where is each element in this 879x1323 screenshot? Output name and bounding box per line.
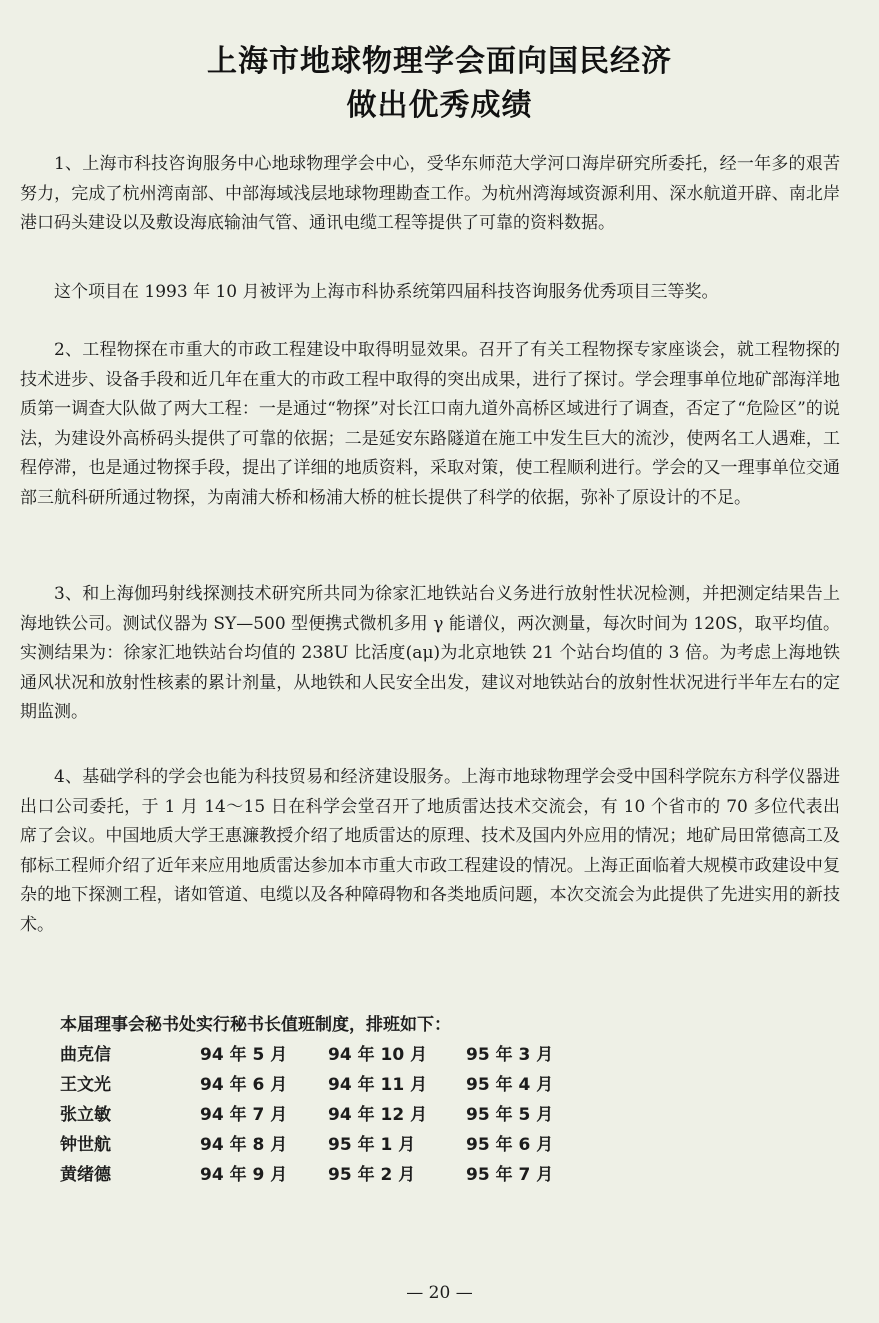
duty-row: [60, 1040, 620, 1070]
paragraph-4: 4、基础学科的学会也能为科技贸易和经济建设服务。上海市地球物理学会受中国科学院东方科学仪器进出口公司委托，于 1 月 14～15 日在科学会堂召开了地质雷达技术交流会，有 10 个省市的 70 多位代表出席了会议。中国地质大学王惠濂教授介绍了地质雷达的原理、技术及国内外应用的情况；地矿局田常德高工及郁标工程师介绍了近年来应用地质雷达参加本市重大市政工程建设的情况。上海正面临着大规模市政建设中复杂的地下探测工程，诸如管道、电缆以及各种障碍物和各类地质问题，本次交流会为此提供了先进实用的新技术。: [20, 767, 840, 935]
duty-row: [60, 1130, 620, 1160]
duty-month: 95 年 5 月: [466, 1105, 554, 1125]
duty-row: [60, 1070, 620, 1100]
duty-person: 曲克信: [60, 1045, 111, 1065]
duty-month: 95 年 2 月: [328, 1165, 416, 1185]
duty-row: [60, 1160, 620, 1190]
duty-person: 钟世航: [60, 1135, 111, 1155]
duty-month: 94 年 9 月: [200, 1165, 288, 1185]
duty-month: 94 年 10 月: [328, 1045, 428, 1065]
paragraph-1-award: 这个项目在 1993 年 10 月被评为上海市科协系统第四届科技咨询服务优秀项目三等奖。: [54, 282, 719, 302]
duty-month: 94 年 11 月: [328, 1075, 428, 1095]
paragraph-3: 3、和上海伽玛射线探测技术研究所共同为徐家汇地铁站台义务进行放射性状况检测，并把测定结果告上海地铁公司。测试仪器为 SY—500 型便携式微机多用 γ 能谱仪，两次测量，每次时间为 120S，取平均值。实测结果为：徐家汇地铁站台均值的 238U 比活度(aμ)为北京地铁 21 个站台均值的 3 倍。为考虑上海地铁通风状况和放射性核素的累计剂量，从地铁和人民安全出发，建议对地铁站台的放射性状况进行半年左右的定期监测。: [20, 584, 840, 723]
duty-month: 95 年 7 月: [466, 1165, 554, 1185]
article-title-line-2: 做出优秀成绩: [346, 88, 533, 123]
duty-month: 94 年 6 月: [200, 1075, 288, 1095]
duty-schedule-heading: 本届理事会秘书处实行秘书长值班制度，排班如下：: [60, 1015, 451, 1035]
paragraph-2: 2、工程物探在市重大的市政工程建设中取得明显效果。召开了有关工程物探专家座谈会，就工程物探的技术进步、设备手段和近几年在重大的市政工程中取得的突出成果，进行了探讨。学会理事单位地矿部海洋地质第一调查大队做了两大工程：一是通过“物探”对长江口南九道外高桥区域进行了调查，否定了“危险区”的说法，为建设外高桥码头提供了可靠的依据；二是延安东路隧道在施工中发生巨大的流沙，使两名工人遇难，工程停滞，也是通过物探手段，提出了详细的地质资料，采取对策，使工程顺利进行。学会的又一理事单位交通部三航科研所通过物探，为南浦大桥和杨浦大桥的桩长提供了科学的依据，弥补了原设计的不足。: [20, 340, 840, 508]
duty-month: 95 年 6 月: [466, 1135, 554, 1155]
duty-month: 94 年 5 月: [200, 1045, 288, 1065]
duty-person: 黄绪德: [60, 1165, 111, 1185]
duty-month: 94 年 8 月: [200, 1135, 288, 1155]
page-number: — 20 —: [406, 1283, 473, 1303]
paragraph-1: 1、上海市科技咨询服务中心地球物理学会中心，受华东师范大学河口海岸研究所委托，经一年多的艰苦努力，完成了杭州湾南部、中部海域浅层地球物理勘查工作。为杭州湾海域资源利用、深水航道开辟、南北岸港口码头建设以及敷设海底输油气管、通讯电缆工程等提供了可靠的资料数据。: [20, 154, 840, 234]
duty-row: [60, 1100, 620, 1130]
duty-schedule: [60, 1010, 620, 1190]
duty-month: 95 年 3 月: [466, 1045, 554, 1065]
duty-person: 张立敏: [60, 1105, 111, 1125]
duty-month: 95 年 1 月: [328, 1135, 416, 1155]
article-title-line-1: 上海市地球物理学会面向国民经济: [207, 44, 672, 79]
duty-person: 王文光: [60, 1075, 111, 1095]
duty-month: 95 年 4 月: [466, 1075, 554, 1095]
duty-month: 94 年 7 月: [200, 1105, 288, 1125]
duty-month: 94 年 12 月: [328, 1105, 428, 1125]
